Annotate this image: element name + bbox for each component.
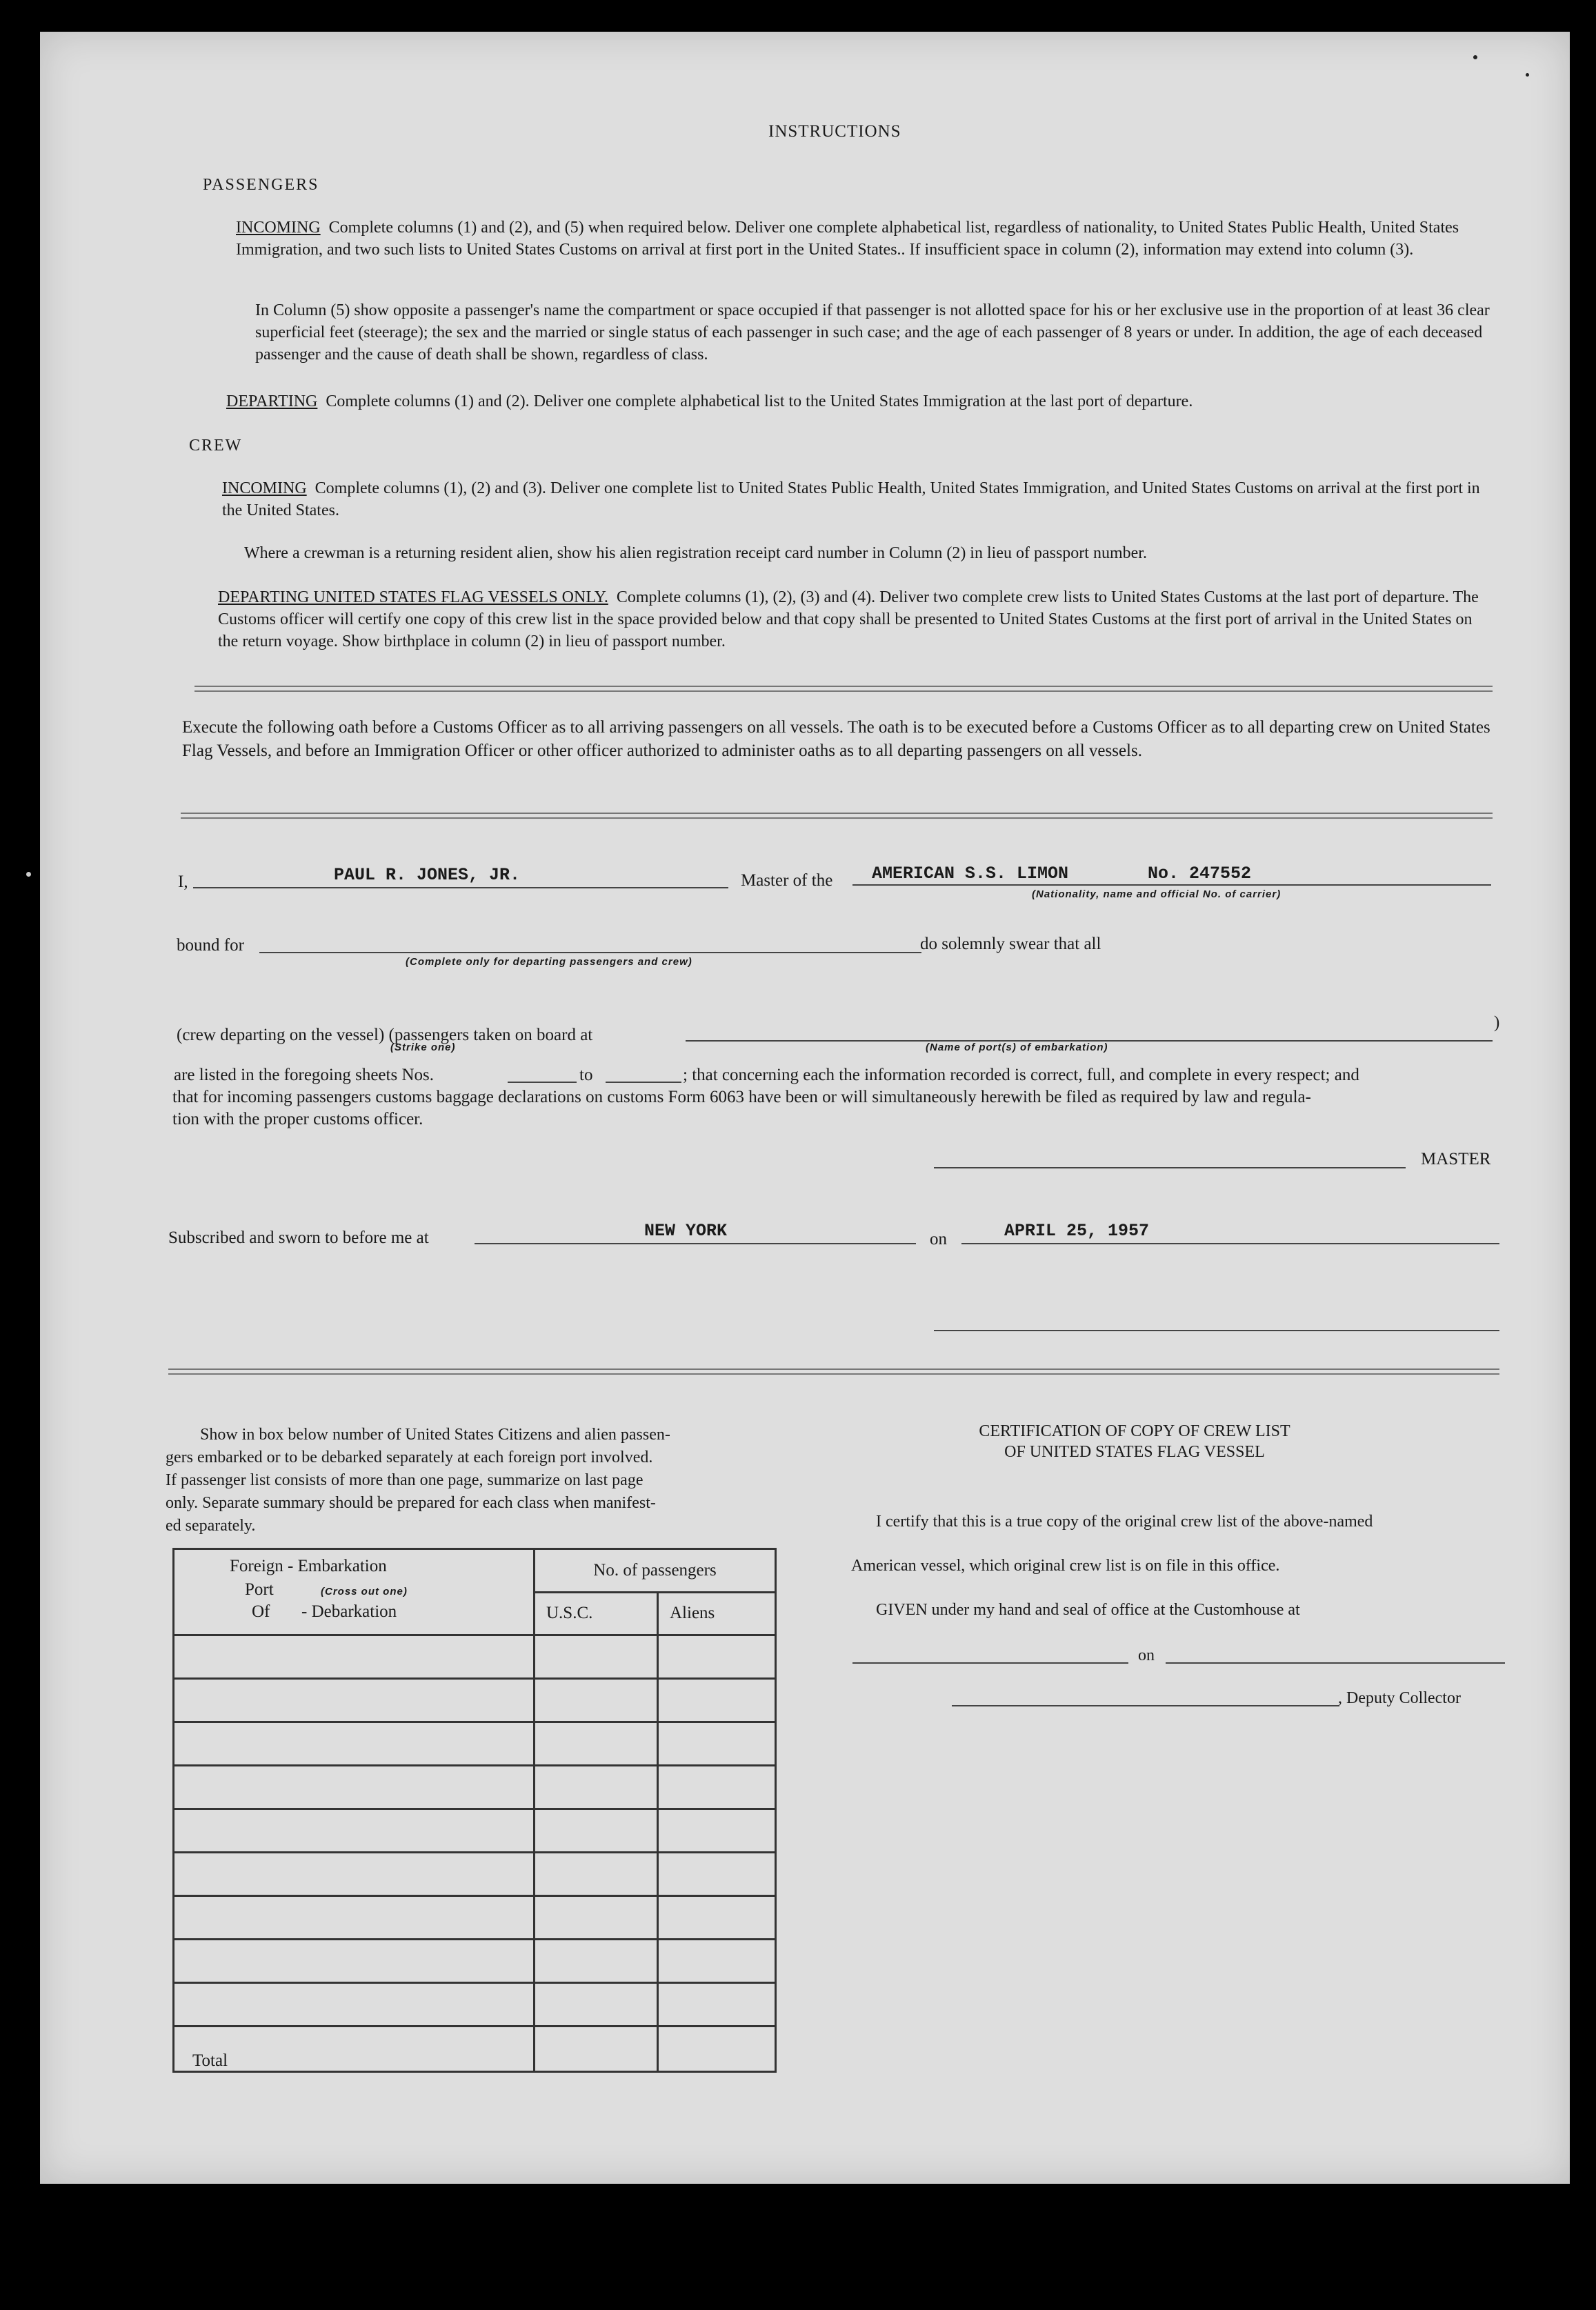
aliens-cell (658, 1896, 776, 1940)
speck (1526, 73, 1529, 77)
deputy-signature-line (952, 1705, 1339, 1706)
sheet-from-line (508, 1082, 577, 1083)
port-cell (174, 1983, 535, 2027)
usc-total-cell (535, 2027, 658, 2072)
usc-cell (535, 1896, 658, 1940)
passenger-summary-table (172, 1548, 777, 2073)
col-usc: U.S.C. (546, 1604, 593, 1623)
passengers-header-cell (535, 1549, 776, 1593)
passengers-incoming-paragraph (236, 217, 1491, 261)
master-name-line (193, 887, 728, 888)
crew-incoming-paragraph (222, 477, 1482, 521)
crew-heading: CREW (189, 437, 243, 455)
port-caption: (Name of port(s) of embarkation) (926, 1042, 1108, 1053)
table-row (174, 1679, 776, 1722)
crew-incoming-text: Complete columns (1), (2) and (3). Deliver one complete list to United States Public Health, United States Immigration, and United States Customs on arrival at the first port in the United States. (222, 479, 1480, 519)
vessel-number-value: No. 247552 (1148, 864, 1252, 884)
crewman-paragraph: Where a crewman is a returning resident alien, show his alien registration receipt card number in Column (2) in lieu of passport number. (244, 544, 1147, 562)
usc-cell (535, 1983, 658, 2027)
aliens-cell (658, 1635, 776, 1679)
aliens-cell (658, 1722, 776, 1766)
subscribed-label: Subscribed and sworn to before me at (168, 1228, 429, 1247)
close-paren: ) (1494, 1013, 1500, 1032)
usc-cell (535, 1766, 658, 1809)
departing-text: Complete columns (1) and (2). Deliver one complete alphabetical list to the United States Immigration at the last port of departure. (326, 392, 1193, 410)
table-row (174, 1766, 776, 1809)
departing-flag-paragraph (218, 586, 1486, 653)
master-name-value: PAUL R. JONES, JR. (334, 865, 521, 885)
col-cross: (Cross out one) (321, 1586, 408, 1597)
total-label-cell (174, 2027, 535, 2072)
certification-on-label: on (1138, 1646, 1155, 1664)
port-cell (174, 1896, 535, 1940)
vessel-name-value: AMERICAN S.S. LIMON (872, 864, 1069, 884)
aliens-cell (658, 1809, 776, 1853)
aliens-cell (658, 1940, 776, 1983)
table-row (174, 1635, 776, 1679)
port-cell (174, 1766, 535, 1809)
crew-incoming-label: INCOMING (222, 479, 307, 497)
summary-intro-line: If passenger list consists of more than one page, summarize on last page (166, 1471, 644, 1489)
sheet-to-line (606, 1082, 681, 1083)
departing-flag-text: Complete columns (1), (2), (3) and (4). Deliver two complete crew lists to United States Customs at the last port of departure. The Customs officer will certify one copy of this crew list in the space provided below and that copy shall be presented to United States Customs at the first port of arrival in the United States on the return voyage. Show birthplace in column (2) in lieu of passport number. (218, 588, 1479, 650)
summary-intro-line: gers embarked or to be debarked separately at each foreign port involved. (166, 1448, 653, 1466)
table-row (174, 1722, 776, 1766)
certification-title-1: CERTIFICATION OF COPY OF CREW LIST (979, 1422, 1290, 1440)
listed-text-1: are listed in the foregoing sheets Nos. (174, 1066, 434, 1084)
passengers-departing-paragraph (226, 390, 1495, 412)
speck (1473, 55, 1477, 59)
crew-departing-text: (crew departing on the vessel) (passengers taken on board at (177, 1026, 593, 1044)
col-of: Of (252, 1602, 270, 1621)
divider (194, 686, 1493, 692)
oath-instructions: Execute the following oath before a Customs Officer as to all arriving passengers on all vessels. The oath is to be executed before a Customs Officer as to all departing crew on United States Flag Vessels, and before an Immigration Officer or other officer authorized to administer oaths as to all departing passengers on all vessels. (182, 718, 1490, 760)
sworn-date-line (961, 1243, 1499, 1244)
port-header-cell (174, 1549, 535, 1635)
table-row (174, 1983, 776, 2027)
summary-intro (166, 1424, 772, 1537)
listed-to: to (579, 1066, 593, 1084)
certification-title-2: OF UNITED STATES FLAG VESSEL (1004, 1443, 1265, 1461)
listed-text-4: tion with the proper customs officer. (172, 1110, 423, 1128)
divider (168, 1368, 1499, 1375)
sworn-date-value: APRIL 25, 1957 (1004, 1221, 1150, 1241)
port-cell (174, 1679, 535, 1722)
usc-cell (535, 1679, 658, 1722)
usc-cell (535, 1940, 658, 1983)
departing-flag-label: DEPARTING UNITED STATES FLAG VESSELS ONLY. (218, 588, 608, 606)
summary-intro-line: only. Separate summary should be prepared for each class when manifest- (166, 1494, 656, 1512)
port-cell (174, 1635, 535, 1679)
certification-title (855, 1421, 1414, 1462)
officer-signature-line (934, 1330, 1499, 1331)
vessel-caption: (Nationality, name and official No. of carrier) (1032, 888, 1281, 900)
speck (26, 872, 31, 877)
swear-text: do solemnly swear that all (920, 935, 1101, 953)
usc-cell (535, 1853, 658, 1896)
port-cell (174, 1853, 535, 1896)
table-row (174, 1896, 776, 1940)
certification-line-2: American vessel, which original crew list is on file in this office. (851, 1557, 1280, 1575)
table-row (174, 1940, 776, 1983)
on-label: on (930, 1230, 947, 1248)
aliens-header-cell (658, 1592, 776, 1635)
sworn-place-value: NEW YORK (644, 1221, 728, 1241)
listed-text-3: that for incoming passengers customs baggage declarations on customs Form 6063 have been or will simultaneously herewith be filed as required by law and regula- (172, 1088, 1311, 1106)
incoming-text: Complete columns (1) and (2), and (5) when required below. Deliver one complete alphabetical list, regardless of nationality, to United States Public Health, United States Immigration, and two such lists to United States Customs on arrival at first port in the United States.. If insufficient space in column (2), information may extend into column (3). (236, 219, 1459, 259)
col-debark: - Debarkation (301, 1602, 397, 1621)
col-aliens: Aliens (670, 1604, 715, 1623)
master-label: MASTER (1421, 1150, 1491, 1168)
col-port: Port (245, 1580, 274, 1599)
certification-date-line (1166, 1662, 1505, 1664)
sworn-place-line (475, 1243, 916, 1244)
passengers-heading: PASSENGERS (203, 176, 319, 194)
aliens-cell (658, 1853, 776, 1896)
total-row (174, 2027, 776, 2072)
master-signature-line (934, 1167, 1406, 1168)
bound-for-label: bound for (177, 936, 244, 955)
certification-line-1: I certify that this is a true copy of the original crew list of the above-named (876, 1513, 1373, 1531)
aliens-cell (658, 1679, 776, 1722)
bound-for-caption: (Complete only for departing passengers and crew) (406, 956, 692, 968)
certification-line-3: GIVEN under my hand and seal of office at the Customhouse at (876, 1601, 1300, 1619)
usc-cell (535, 1722, 658, 1766)
listed-text-2: ; that concerning each the information recorded is correct, full, and complete in every respect; and (683, 1066, 1359, 1084)
aliens-total-cell (658, 2027, 776, 2072)
port-cell (174, 1940, 535, 1983)
departing-label: DEPARTING (226, 392, 318, 410)
summary-intro-line: Show in box below number of United States Citizens and alien passen- (200, 1426, 670, 1444)
usc-cell (535, 1809, 658, 1853)
instructions-title: INSTRUCTIONS (768, 122, 901, 141)
usc-header-cell (535, 1592, 658, 1635)
customhouse-line (852, 1662, 1128, 1664)
col-foreign: Foreign - Embarkation (230, 1557, 387, 1575)
aliens-cell (658, 1766, 776, 1809)
column5-paragraph: In Column (5) show opposite a passenger's name the compartment or space occupied if that passenger is not allotted space for his or her exclusive use in the proportion of at least 36 clear superficial feet (steerage); the sex and the married or single status of each passenger in such case; and the age of each passenger of 8 years or under. In addition, the age of each deceased passenger and the cause of death shall be shown, regardless of class. (255, 301, 1490, 364)
port-cell (174, 1722, 535, 1766)
incoming-label: INCOMING (236, 219, 321, 237)
deputy-label: , Deputy Collector (1338, 1689, 1461, 1707)
table-row (174, 1853, 776, 1896)
master-of-label: Master of the (741, 871, 833, 890)
divider (181, 813, 1493, 819)
table-row (174, 1809, 776, 1853)
summary-intro-line: ed separately. (166, 1517, 256, 1535)
col-passengers: No. of passengers (593, 1560, 717, 1580)
aliens-cell (658, 1983, 776, 2027)
total-label: Total (192, 2051, 228, 2070)
usc-cell (535, 1635, 658, 1679)
strike-caption: (Strike one) (390, 1042, 456, 1053)
oath-i-label: I, (178, 873, 188, 891)
bound-for-line (259, 952, 921, 953)
vessel-line (852, 884, 1491, 886)
port-cell (174, 1809, 535, 1853)
